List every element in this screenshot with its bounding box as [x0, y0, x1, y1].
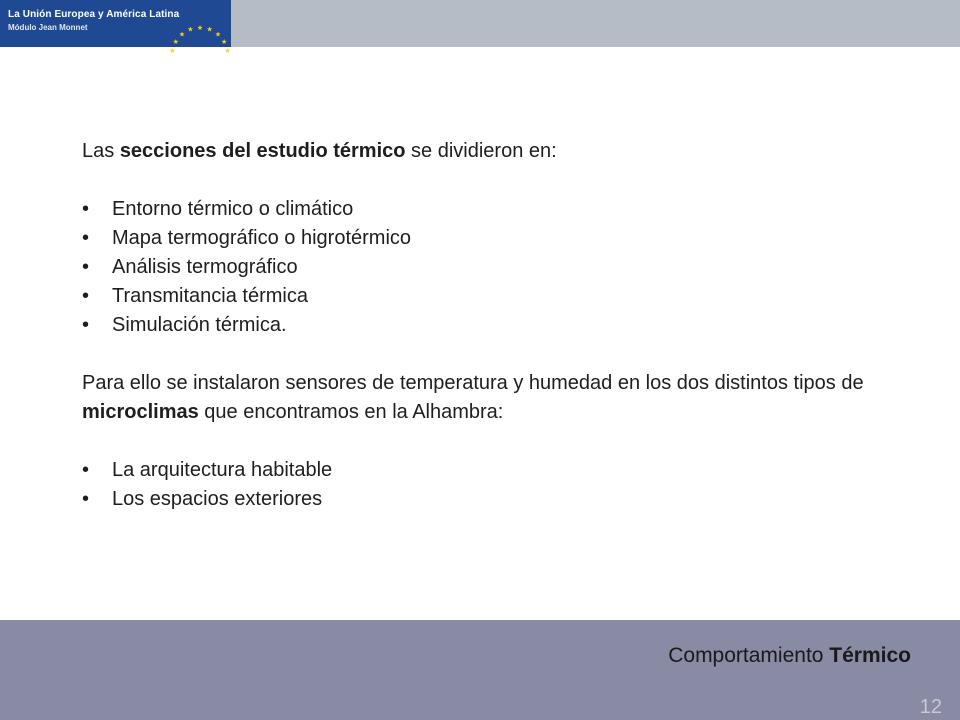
- sensors-paragraph: [82, 369, 882, 427]
- list-item-text: Mapa termográfico o higrotérmico: [112, 227, 412, 249]
- bullet: •: [82, 256, 90, 278]
- list-item-text: Análisis termográfico: [112, 256, 298, 278]
- bullet: •: [82, 198, 90, 220]
- intro-text: [82, 137, 882, 166]
- para-text-bold: microclimas: [82, 401, 199, 423]
- star-icon: ★: [224, 48, 231, 56]
- microclimates-list: [82, 456, 882, 514]
- slide-body: [82, 137, 882, 514]
- bullet: •: [82, 227, 90, 249]
- list-item-text: La arquitectura habitable: [112, 459, 333, 481]
- intro-text-after: se dividieron en:: [405, 140, 557, 162]
- star-icon: ★: [178, 31, 186, 39]
- intro-text-before: Las: [82, 140, 120, 162]
- footer-title-bold: Térmico: [829, 644, 911, 667]
- page-number: 12: [919, 696, 942, 718]
- star-icon: ★: [187, 26, 194, 34]
- star-icon: ★: [196, 25, 204, 32]
- star-icon: ★: [214, 31, 222, 39]
- list-item: [82, 311, 882, 340]
- list-item-text: Simulación térmica.: [112, 314, 287, 336]
- list-item: [82, 253, 882, 282]
- logo-subtitle: Módulo Jean Monnet: [8, 23, 88, 32]
- list-item-text: Entorno térmico o climático: [112, 198, 354, 220]
- logo-title: La Unión Europea y América Latina: [8, 9, 180, 20]
- list-item: [82, 456, 882, 485]
- star-icon: ★: [172, 39, 179, 46]
- para-text-before: Para ello se instalaron sensores de temperatura y humedad en los dos distintos tipos de: [82, 372, 864, 394]
- bullet: •: [82, 488, 90, 510]
- sections-list: [82, 195, 882, 340]
- eu-latam-logo: [0, 0, 231, 56]
- star-icon: ★: [169, 48, 176, 56]
- star-icon: ★: [221, 39, 228, 46]
- intro-text-bold: secciones del estudio térmico: [119, 140, 406, 162]
- para-text-after: que encontramos en la Alhambra:: [198, 401, 504, 423]
- star-icon: ★: [206, 26, 213, 34]
- footer-title: [668, 644, 911, 668]
- bullet: •: [82, 459, 90, 481]
- footer-bar: [0, 620, 960, 720]
- list-item: [82, 195, 882, 224]
- footer-title-normal: Comportamiento: [668, 644, 824, 667]
- list-item-text: Los espacios exteriores: [112, 488, 323, 510]
- list-item: [82, 282, 882, 311]
- header-bar: [0, 0, 960, 56]
- list-item: [82, 485, 882, 514]
- list-item: [82, 224, 882, 253]
- bullet: •: [82, 285, 90, 307]
- list-item-text: Transmitancia térmica: [112, 285, 308, 307]
- bullet: •: [82, 314, 90, 336]
